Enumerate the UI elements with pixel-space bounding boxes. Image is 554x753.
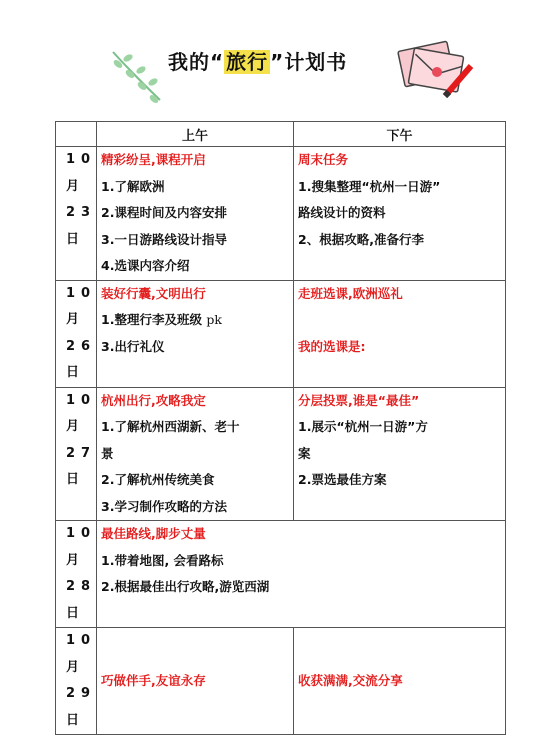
- list-item: 景: [101, 445, 114, 461]
- session-heading: 走班选课,欧洲巡礼: [298, 285, 403, 301]
- afternoon-cell: [294, 280, 506, 387]
- morning-cell: [97, 280, 294, 387]
- plan-table: [55, 121, 506, 735]
- column-header: 上午: [97, 122, 294, 147]
- date-cell: [56, 280, 97, 387]
- session-heading: 最佳路线,脚步丈量: [101, 526, 206, 541]
- table-row: [56, 147, 506, 281]
- date-day-suffix: 日: [66, 365, 86, 380]
- date-day-suffix: 日: [66, 231, 86, 247]
- date-day-part: 29: [66, 686, 97, 701]
- page-title: [168, 46, 347, 75]
- list-item: 3.出行礼仪: [101, 338, 165, 354]
- session-heading: 周末任务: [298, 152, 349, 167]
- list-item: 1.搜集整理“杭州一日游”: [298, 178, 441, 194]
- list-item: 2.根据最佳出行攻略,游览西湖: [101, 579, 270, 594]
- date-day-part: 26: [66, 338, 97, 354]
- date-month-part: 月: [66, 552, 86, 568]
- full-day-cell: [97, 521, 506, 628]
- date-day-part: 10: [66, 633, 97, 648]
- list-item: 我的选课是:: [298, 338, 366, 354]
- date-month-part: 月: [66, 419, 86, 434]
- table-row: [56, 521, 506, 628]
- morning-cell: [97, 387, 294, 521]
- date-month-part: 月: [66, 312, 86, 327]
- morning-cell: [97, 628, 294, 735]
- date-month-part: 月: [66, 178, 86, 194]
- table-row: [56, 628, 506, 735]
- date-day-part: 10: [66, 285, 97, 301]
- table-row: [56, 280, 506, 387]
- date-day-part: 10: [66, 152, 97, 167]
- list-item: 2.票选最佳方案: [298, 472, 387, 487]
- title-close-quote: ”: [270, 50, 285, 74]
- list-item: [101, 307, 289, 334]
- afternoon-cell: [294, 387, 506, 521]
- list-item-text: 1.整理行李及班级: [101, 312, 202, 327]
- list-item-suffix: pk: [206, 312, 222, 327]
- date-cell: [56, 147, 97, 281]
- title-highlight: 旅行: [226, 50, 269, 74]
- spacer: [298, 307, 501, 334]
- date-day-part: 27: [66, 445, 97, 461]
- session-heading: 杭州出行,攻略我定: [101, 392, 206, 408]
- date-day-part: 10: [66, 392, 97, 408]
- session-heading: 收获满满,交流分享: [298, 672, 403, 688]
- date-cell: [56, 387, 97, 521]
- list-item: 4.选课内容介绍: [101, 258, 190, 273]
- afternoon-cell: [294, 147, 506, 281]
- list-item: 案: [298, 445, 311, 461]
- session-heading: 分层投票,谁是“最佳”: [298, 392, 420, 408]
- title-prefix: 我的: [168, 50, 210, 74]
- session-heading: 巧做伴手,友谊永存: [101, 672, 206, 688]
- date-day-part: 10: [66, 526, 97, 541]
- list-item: 2、根据攻略,准备行李: [298, 231, 424, 247]
- list-item: 路线设计的资料: [298, 205, 386, 220]
- header: [0, 0, 554, 110]
- table-header-row: [56, 122, 506, 147]
- date-month-part: 月: [66, 659, 86, 675]
- date-day-suffix: 日: [66, 472, 86, 487]
- afternoon-cell: [294, 628, 506, 735]
- list-item: 3.一日游路线设计指导: [101, 231, 227, 247]
- list-item: 1.带着地图, 会看路标: [101, 552, 224, 568]
- column-header: 下午: [294, 122, 506, 147]
- date-day-suffix: 日: [66, 712, 86, 728]
- title-suffix: 计划书: [284, 50, 348, 74]
- date-day-part: 28: [66, 579, 97, 594]
- date-day-suffix: 日: [66, 605, 86, 621]
- leaf-branch-icon: [108, 44, 168, 106]
- list-item: 2.了解杭州传统美食: [101, 472, 215, 487]
- list-item: 1.展示“杭州一日游”方: [298, 419, 428, 434]
- date-day-part: 23: [66, 205, 97, 220]
- session-heading: 精彩纷呈,课程开启: [101, 152, 206, 167]
- list-item: 3.学习制作攻略的方法: [101, 498, 227, 514]
- date-cell: [56, 521, 97, 628]
- title-open-quote: “: [210, 50, 225, 74]
- table-row: [56, 387, 506, 521]
- session-heading: 装好行囊,文明出行: [101, 285, 206, 301]
- list-item: 1.了解杭州西湖新、老十: [101, 419, 240, 434]
- list-item: 2.课程时间及内容安排: [101, 205, 227, 220]
- envelope-pencil-icon: [393, 36, 475, 100]
- date-cell: [56, 628, 97, 735]
- list-item: 1.了解欧洲: [101, 178, 165, 194]
- column-header: [56, 122, 97, 147]
- morning-cell: [97, 147, 294, 281]
